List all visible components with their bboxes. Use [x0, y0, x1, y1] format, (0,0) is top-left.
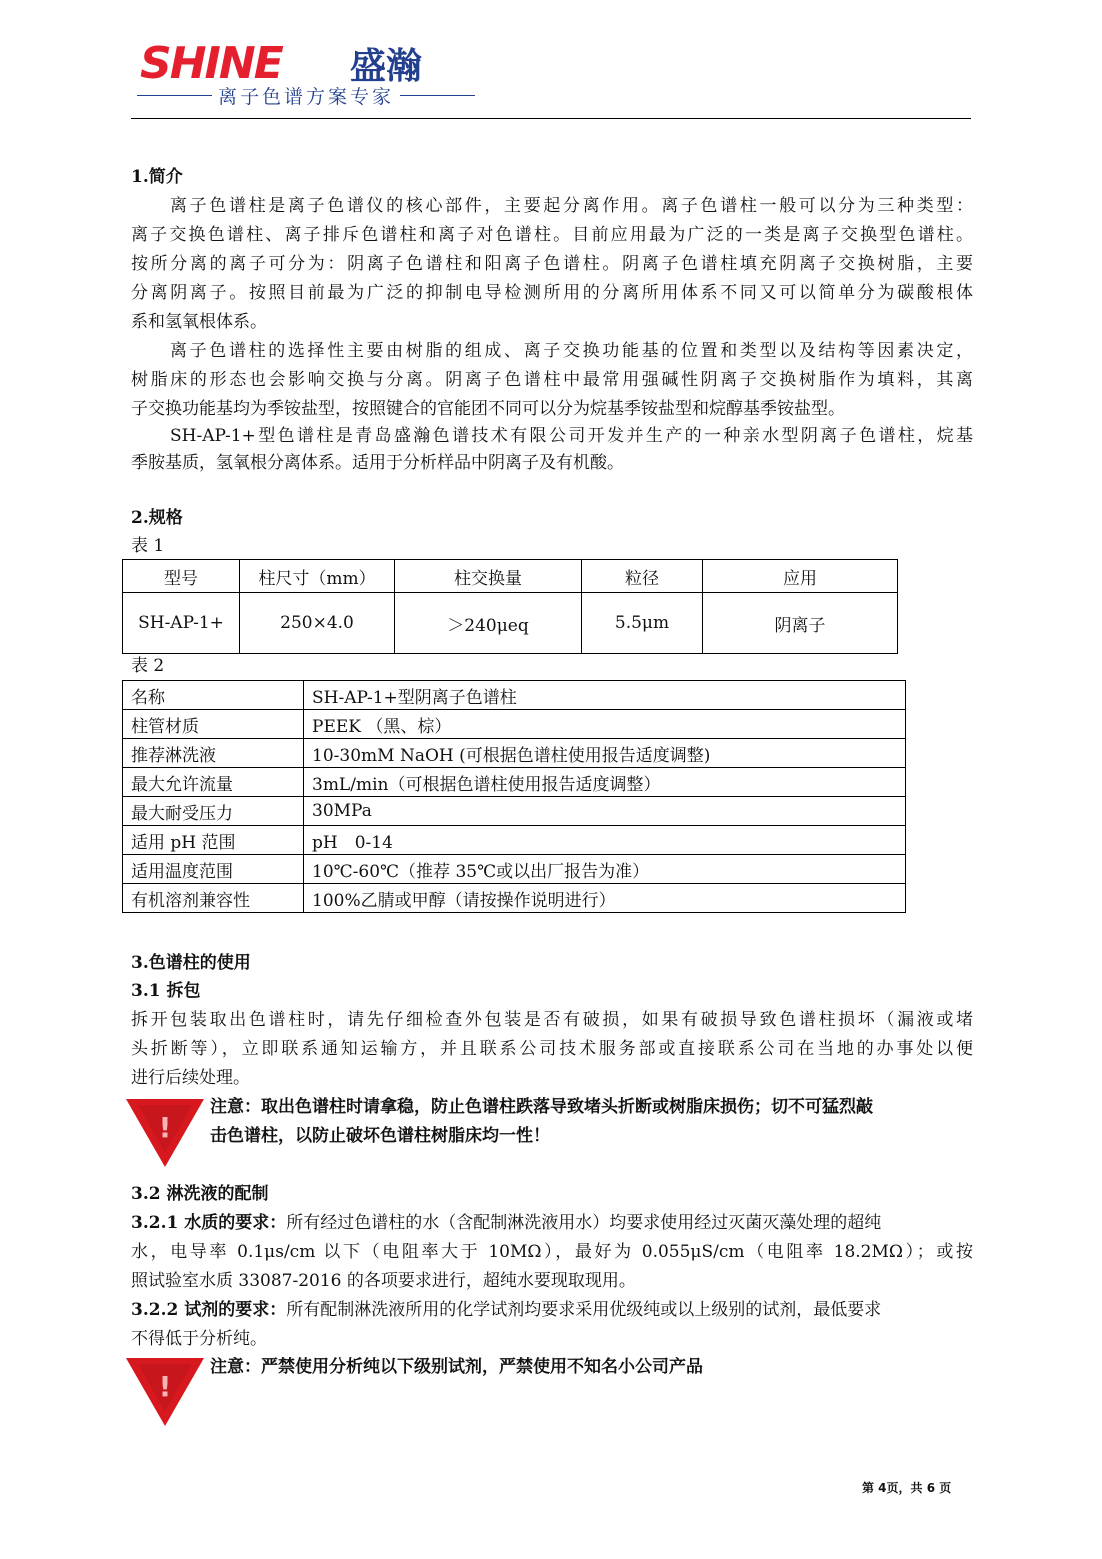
- water-line: [131, 1209, 973, 1238]
- table-value: 3mL/min（可根据色谱柱使用报告适度调整）: [304, 768, 906, 797]
- spec-table-1: [122, 559, 898, 654]
- shine-logo: [140, 40, 460, 84]
- reagent-line: 不得低于分析纯。: [131, 1329, 267, 1349]
- table-value: 10℃-60℃（推荐 35℃或以出厂报告为准）: [304, 855, 906, 884]
- table-value: pH 0-14: [304, 826, 906, 855]
- table-header-row: [123, 560, 898, 593]
- unpack-line: 进行后续处理。: [131, 1068, 250, 1088]
- table-value: 30MPa: [304, 797, 906, 826]
- header-rule: [131, 118, 971, 119]
- intro-p2-line: 树脂床的形态也会影响交换与分离。阴离子色谱柱中最常用强碱性阴离子交换树脂作为填料，其离: [131, 370, 973, 390]
- reagent-line: [131, 1296, 973, 1325]
- table-header-cell: 粒径: [582, 560, 703, 593]
- page-number: 第 4页，共 6 页: [862, 1481, 952, 1495]
- table-key: 适用 pH 范围: [123, 826, 304, 855]
- warning-text: 注意：严禁使用分析纯以下级别试剂，严禁使用不知名小公司产品: [210, 1357, 703, 1377]
- table-header-cell: 柱尺寸（mm）: [240, 560, 395, 593]
- table-row: [123, 681, 906, 710]
- table-value: 10-30mM NaOH (可根据色谱柱使用报告适度调整): [304, 739, 906, 768]
- table-key: 最大允许流量: [123, 768, 304, 797]
- table-key: 适用温度范围: [123, 855, 304, 884]
- spec-table-2: [122, 680, 906, 913]
- table-value: PEEK （黑、棕）: [304, 710, 906, 739]
- table1-caption: 表 1: [131, 536, 165, 556]
- intro-p3-line: 季胺基质，氢氧根分离体系。适用于分析样品中阴离子及有机酸。: [131, 453, 624, 473]
- table-row: [123, 593, 898, 654]
- intro-p1-line: 离子交换色谱柱、离子排斥色谱柱和离子对色谱柱。目前应用最为广泛的一类是离子交换型色谱柱。: [131, 225, 973, 245]
- usage-heading: 3.色谱柱的使用: [131, 953, 251, 973]
- table-key: 推荐淋洗液: [123, 739, 304, 768]
- intro-heading: 1.简介: [131, 167, 183, 187]
- warning-text: 击色谱柱，以防止破坏色谱柱树脂床均一性！: [210, 1126, 550, 1146]
- warning-icon: [124, 1097, 206, 1169]
- table-row: [123, 797, 906, 826]
- warning-text: 注意：取出色谱柱时请拿稳，防止色谱柱跌落导致堵头折断或树脂床损伤；切不可猛烈敲: [210, 1097, 873, 1117]
- logo-cn-text: 盛瀚: [350, 46, 423, 84]
- table-row: [123, 826, 906, 855]
- svg-text:!: !: [158, 1111, 172, 1144]
- svg-text:!: !: [158, 1370, 172, 1403]
- table-key: 柱管材质: [123, 710, 304, 739]
- unpack-heading: 3.1 拆包: [131, 981, 201, 1001]
- intro-p1-line: 按所分离的离子可分为：阴离子色谱柱和阳离子色谱柱。阴离子色谱柱填充阴离子交换树脂，主要: [131, 254, 973, 274]
- eluent-heading: 3.2 淋洗液的配制: [131, 1184, 269, 1204]
- table-key: 名称: [123, 681, 304, 710]
- intro-p1-line: 分离阴离子。按照目前最为广泛的抑制电导检测所用的分离所用体系不同又可以简单分为碳酸根体: [131, 283, 973, 303]
- table-row: [123, 739, 906, 768]
- water-line: 水，电导率 0.1μs/cm 以下（电阻率大于 10MΩ），最好为 0.055μS/cm（电阻率 18.2MΩ）；或按: [131, 1242, 973, 1262]
- intro-p1-line: 离子色谱柱是离子色谱仪的核心部件，主要起分离作用。离子色谱柱一般可以分为三种类型：: [170, 196, 973, 216]
- unpack-line: 头折断等），立即联系通知运输方，并且联系公司技术服务部或直接联系公司在当地的办事处以便: [131, 1039, 973, 1059]
- table-value: SH-AP-1+型阴离子色谱柱: [304, 681, 906, 710]
- table-key: 有机溶剂兼容性: [123, 884, 304, 913]
- table-cell: 阴离子: [703, 593, 898, 654]
- intro-p3-line: SH-AP-1+型色谱柱是青岛盛瀚色谱技术有限公司开发并生产的一种亲水型阴离子色谱柱，烷基: [170, 426, 973, 446]
- unpack-line: 拆开包装取出色谱柱时，请先仔细检查外包装是否有破损，如果有破损导致色谱柱损坏（漏液或堵: [131, 1010, 973, 1030]
- table-row: [123, 884, 906, 913]
- tagline: [131, 82, 481, 108]
- table-value: 100%乙腈或甲醇（请按操作说明进行）: [304, 884, 906, 913]
- water-text: 所有经过色谱柱的水（含配制淋洗液用水）均要求使用经过灭菌灭藻处理的超纯: [286, 1213, 882, 1233]
- intro-p2-line: 子交换功能基均为季铵盐型，按照键合的官能团不同可以分为烷基季铵盐型和烷醇基季铵盐型。: [131, 399, 845, 419]
- table-row: [123, 855, 906, 884]
- table-header-cell: 型号: [123, 560, 240, 593]
- intro-p2-line: 离子色谱柱的选择性主要由树脂的组成、离子交换功能基的位置和类型以及结构等因素决定，: [170, 341, 973, 361]
- intro-p1-line: 系和氢氧根体系。: [131, 312, 267, 332]
- table-row: [123, 768, 906, 797]
- table-cell: ＞240μeq: [395, 593, 582, 654]
- logo-shine-text: SHINE: [140, 40, 282, 84]
- reagent-text: 所有配制淋洗液所用的化学试剂均要求采用优级纯或以上级别的试剂，最低要求: [286, 1300, 882, 1320]
- water-label: 3.2.1 水质的要求：: [131, 1213, 287, 1233]
- table-header-cell: 柱交换量: [395, 560, 582, 593]
- tagline-text: 离子色谱方案专家: [218, 85, 395, 108]
- reagent-label: 3.2.2 试剂的要求：: [131, 1300, 287, 1320]
- warning-icon: [124, 1356, 206, 1428]
- spec-heading: 2.规格: [131, 508, 183, 528]
- table-cell: 5.5μm: [582, 593, 703, 654]
- table-row: [123, 710, 906, 739]
- table-cell: 250×4.0: [240, 593, 395, 654]
- table-cell: SH-AP-1+: [123, 593, 240, 654]
- table2-caption: 表 2: [131, 656, 165, 676]
- table-key: 最大耐受压力: [123, 797, 304, 826]
- water-line: 照试验室水质 33087-2016 的各项要求进行，超纯水要现取现用。: [131, 1271, 636, 1291]
- table-header-cell: 应用: [703, 560, 898, 593]
